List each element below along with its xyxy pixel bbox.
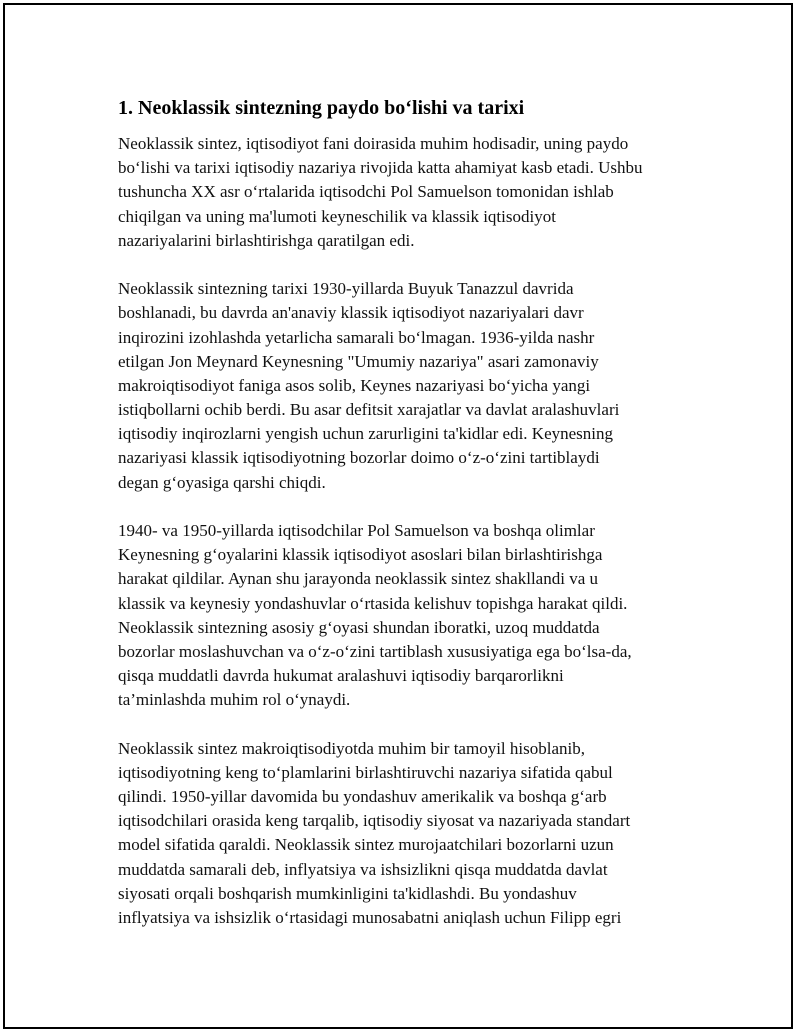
- paragraph-line: 1940- va 1950-yillarda iqtisodchilar Pol Samuelson va boshqa olimlar: [118, 521, 595, 540]
- paragraph-line: qisqa muddatli davrda hukumat aralashuvi iqtisodiy barqarorlikni: [118, 666, 564, 686]
- paragraph-line: iqtisodiyotning keng to‘plamlarini birlashtiruvchi nazariya sifatida qabul: [118, 762, 613, 782]
- paragraph-1: [118, 132, 698, 253]
- paragraph-line: qilindi. 1950-yillar davomida bu yondashuv amerikalik va boshqa g‘arb: [118, 787, 607, 807]
- document-body: [118, 96, 698, 954]
- paragraph-line: tushuncha XX asr o‘rtalarida iqtisodchi Pol Samuelson tomonidan ishlab: [118, 182, 614, 202]
- paragraph-line: muddatda samarali deb, inflyatsiya va ishsizlikni qisqa muddatda davlat: [118, 859, 608, 879]
- paragraph-line: harakat qildilar. Aynan shu jarayonda neoklassik sintez shakllandi va u: [118, 569, 598, 589]
- paragraph-line: ta’minlashda muhim rol o‘ynaydi.: [118, 690, 351, 710]
- paragraph-3: [118, 519, 698, 713]
- paragraph-2: [118, 277, 698, 495]
- paragraph-line: istiqbollarni ochib berdi. Bu asar defitsit xarajatlar va davlat aralashuvlari: [118, 400, 620, 420]
- paragraph-line: Neoklassik sintez, iqtisodiyot fani doirasida muhim hodisadir, uning paydo: [118, 134, 629, 153]
- paragraph-line: bozorlar moslashuvchan va o‘z-o‘zini tartiblash xususiyatiga ega bo‘lsa-da,: [118, 641, 632, 661]
- paragraph-line: boshlanadi, bu davrda an'anaviy klassik iqtisodiyot nazariyalari davr: [118, 303, 584, 323]
- paragraph-line: bo‘lishi va tarixi iqtisodiy nazariya rivojida katta ahamiyat kasb etadi. Ushbu: [118, 158, 643, 178]
- paragraph-line: chiqilgan va uning ma'lumoti keyneschilik va klassik iqtisodiyot: [118, 206, 556, 226]
- paragraph-line: nazariyasi klassik iqtisodiyotning bozorlar doimo o‘z-o‘zini tartiblaydi: [118, 448, 600, 468]
- paragraph-line: degan g‘oyasiga qarshi chiqdi.: [118, 472, 326, 492]
- paragraph-line: makroiqtisodiyot faniga asos solib, Keynes nazariyasi bo‘yicha yangi: [118, 375, 591, 395]
- paragraph-line: Neoklassik sintezning asosiy g‘oyasi shundan iboratki, uzoq muddatda: [118, 617, 600, 637]
- paragraph-line: model sifatida qaraldi. Neoklassik sintez murojaatchilari bozorlarni uzun: [118, 835, 614, 855]
- paragraph-line: Neoklassik sintez makroiqtisodiyotda muhim bir tamoyil hisoblanib,: [118, 738, 585, 758]
- paragraph-line: iqtisodiy inqirozlarni yengish uchun zarurligini ta'kidlar edi. Keynesning: [118, 424, 614, 444]
- paragraph-line: etilgan Jon Meynard Keynesning "Umumiy nazariya" asari zamonaviy: [118, 351, 599, 371]
- paragraph-4: [118, 737, 698, 931]
- paragraph-line: inqirozini izohlashda yetarlicha samarali bo‘lmagan. 1936-yilda nashr: [118, 327, 595, 347]
- section-heading: 1. Neoklassik sintezning paydo bo‘lishi va tarixi: [118, 97, 525, 119]
- paragraph-line: siyosati orqali boshqarish mumkinligini ta'kidlashdi. Bu yondashuv: [118, 883, 577, 903]
- paragraph-line: iqtisodchilari orasida keng tarqalib, iqtisodiy siyosat va nazariyada standart: [118, 811, 631, 831]
- paragraph-line: inflyatsiya va ishsizlik o‘rtasidagi munosabatni aniqlash uchun Filipp egri: [118, 908, 622, 927]
- paragraph-line: nazariyalarini birlashtirishga qaratilgan edi.: [118, 230, 415, 250]
- paragraph-line: Neoklassik sintezning tarixi 1930-yillarda Buyuk Tanazzul davrida: [118, 279, 574, 299]
- paragraph-line: klassik va keynesiy yondashuvlar o‘rtasida kelishuv topishga harakat qildi.: [118, 593, 628, 613]
- paragraph-line: Keynesning g‘oyalarini klassik iqtisodiyot asoslari bilan birlashtirishga: [118, 545, 603, 565]
